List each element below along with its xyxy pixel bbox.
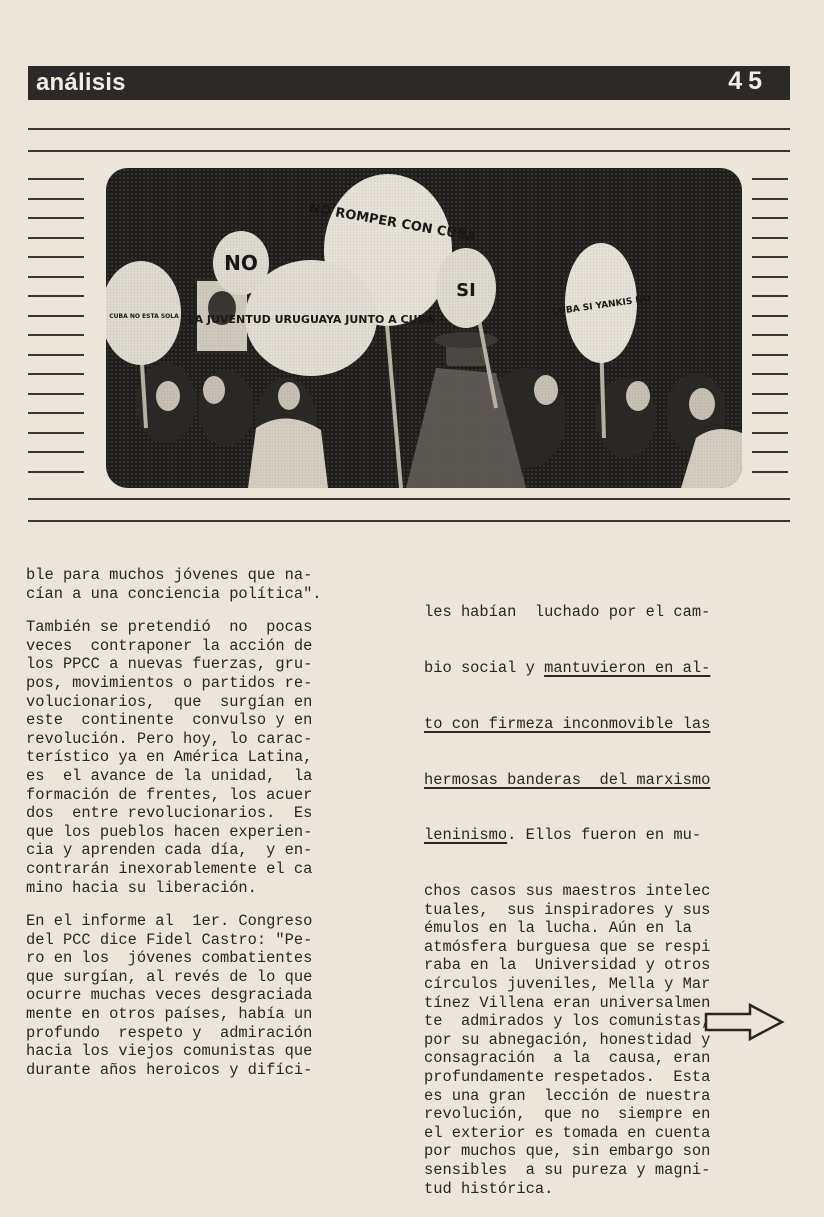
article-left-column <box>26 566 398 1079</box>
tick-rule <box>28 432 84 434</box>
text-line: volucionarios, que surgían en <box>26 692 313 711</box>
tick-rule <box>752 354 788 356</box>
text-line: revolución. Pero hoy, lo carac- <box>26 729 313 748</box>
text-line: tínez Villena eran universalmen <box>424 993 711 1012</box>
tick-rule <box>752 237 788 239</box>
underlined-text: to con firmeza inconmovible las <box>424 714 711 733</box>
tick-rule <box>752 412 788 414</box>
text-line: les habían luchado por el cam- <box>424 603 711 622</box>
tick-rule <box>28 315 84 317</box>
protest-photo-illustration <box>106 168 742 488</box>
tick-rule <box>28 373 84 375</box>
tick-rule <box>28 451 84 453</box>
tick-rule <box>28 178 84 180</box>
rule-bottom-1 <box>28 498 790 500</box>
underlined-text: hermosas banderas del marxismo <box>424 770 711 789</box>
tick-rule <box>752 315 788 317</box>
text-span: bio social y <box>424 658 545 677</box>
tick-rule <box>752 198 788 200</box>
svg-text:CUBA SI YANKIS NO: CUBA SI YANKIS NO <box>551 294 652 318</box>
rule-top-2 <box>28 150 790 152</box>
article-right-column <box>424 566 796 1217</box>
text-line: chos casos sus maestros intelec <box>424 882 711 901</box>
tick-rule <box>752 334 788 336</box>
text-line: el exterior es tomada en cuenta <box>424 1123 711 1142</box>
text-line <box>424 826 796 845</box>
svg-text:LA JUVENTUD URUGUAYA JUNTO A C: LA JUVENTUD URUGUAYA JUNTO A CUBA <box>187 313 435 326</box>
rule-bottom-2 <box>28 520 790 522</box>
svg-text:SI: SI <box>456 280 476 301</box>
text-line: que surgían, al revés de lo que <box>26 967 313 986</box>
text-line: mente en otros países, había un <box>26 1005 313 1024</box>
tick-rule <box>752 451 788 453</box>
text-span: . Ellos fueron en mu- <box>507 826 702 845</box>
text-line: atmósfera burguesa que se respi <box>424 937 711 956</box>
text-line: te admirados y los comunistas, <box>424 1012 711 1031</box>
tick-rule <box>28 471 84 473</box>
text-line: por muchos que, sin embargo son <box>424 1142 711 1161</box>
text-line: profundo respeto y admiración <box>26 1023 313 1042</box>
text-line: ro en los jóvenes combatientes <box>26 949 313 968</box>
svg-text:CUBA NO ESTA SOLA: CUBA NO ESTA SOLA <box>109 313 179 320</box>
text-line: este continente convulso y en <box>26 711 313 730</box>
underlined-text: mantuvieron en al- <box>544 658 711 677</box>
text-line: dos entre revolucionarios. Es <box>26 804 313 823</box>
tick-rule <box>752 373 788 375</box>
text-line: por su abnegación, honestidad y <box>424 1030 711 1049</box>
tick-rule <box>28 334 84 336</box>
text-line: veces contraponer la acción de <box>26 636 313 655</box>
tick-rule <box>752 256 788 258</box>
tick-rule <box>28 237 84 239</box>
text-line: hacia los viejos comunistas que <box>26 1042 313 1061</box>
text-line: es una gran lección de nuestra <box>424 1086 711 1105</box>
text-line: tud histórica. <box>424 1179 554 1198</box>
tick-rule <box>28 217 84 219</box>
text-line: En el informe al 1er. Congreso <box>26 912 313 931</box>
text-line: que los pueblos hacen experien- <box>26 822 313 841</box>
text-line: círculos juveniles, Mella y Mar <box>424 975 711 994</box>
underlined-text: leninismo <box>424 826 508 845</box>
tick-rule <box>28 256 84 258</box>
text-line <box>424 659 796 678</box>
tick-rule <box>752 471 788 473</box>
page-number: 45 <box>728 67 768 95</box>
tick-rule <box>28 295 84 297</box>
tick-rule <box>752 393 788 395</box>
text-line: pos, movimientos o partidos re- <box>26 673 313 692</box>
text-line: émulos en la lucha. Aún en la <box>424 919 692 938</box>
text-line: tuales, sus inspiradores y sus <box>424 900 711 919</box>
tick-rule <box>28 198 84 200</box>
paragraph-gap <box>26 897 398 912</box>
text-line: raba en la Universidad y otros <box>424 956 711 975</box>
text-line: formación de frentes, los acuer <box>26 785 313 804</box>
text-line: consagración a la causa, eran <box>424 1049 711 1068</box>
tick-rule <box>28 276 84 278</box>
svg-text:NO: NO <box>224 251 258 275</box>
tick-rule <box>28 354 84 356</box>
tick-rule <box>752 217 788 219</box>
tick-rule <box>28 393 84 395</box>
rule-top-1 <box>28 128 790 130</box>
protest-photo <box>106 168 742 488</box>
tick-rule <box>752 432 788 434</box>
text-line: ble para muchos jóvenes que na- <box>26 566 313 584</box>
text-line: sensibles a su pureza y magni- <box>424 1161 711 1179</box>
paragraph-gap <box>26 603 398 618</box>
text-line: profundamente respetados. Esta <box>424 1068 711 1087</box>
text-line: ocurre muchas veces desgraciada <box>26 986 313 1005</box>
tick-rule <box>752 276 788 278</box>
text-line: del PCC dice Fidel Castro: "Pe- <box>26 930 313 949</box>
text-line: terístico ya en América Latina, <box>26 748 313 767</box>
text-line: revolución, que no siempre en <box>424 1105 711 1124</box>
text-line: cia y aprenden cada día, y en- <box>26 841 313 860</box>
section-title: análisis <box>36 69 126 96</box>
text-line: cían a una conciencia política". <box>26 584 322 603</box>
text-line: mino hacia su liberación. <box>26 878 257 897</box>
arrow-right-icon <box>704 1002 786 1042</box>
tick-rule <box>28 412 84 414</box>
tick-rule <box>752 178 788 180</box>
text-line: es el avance de la unidad, la <box>26 766 313 785</box>
text-line: También se pretendió no pocas <box>26 618 313 637</box>
text-line: durante años heroicos y difíci- <box>26 1060 313 1079</box>
text-line: contrarán inexorablemente el ca <box>26 859 313 878</box>
section-header-bar <box>28 66 790 100</box>
tick-rule <box>752 295 788 297</box>
text-line: los PPCC a nuevas fuerzas, gru- <box>26 655 313 674</box>
svg-text:NO ROMPER CON CUBA: NO ROMPER CON CUBA <box>308 200 478 246</box>
